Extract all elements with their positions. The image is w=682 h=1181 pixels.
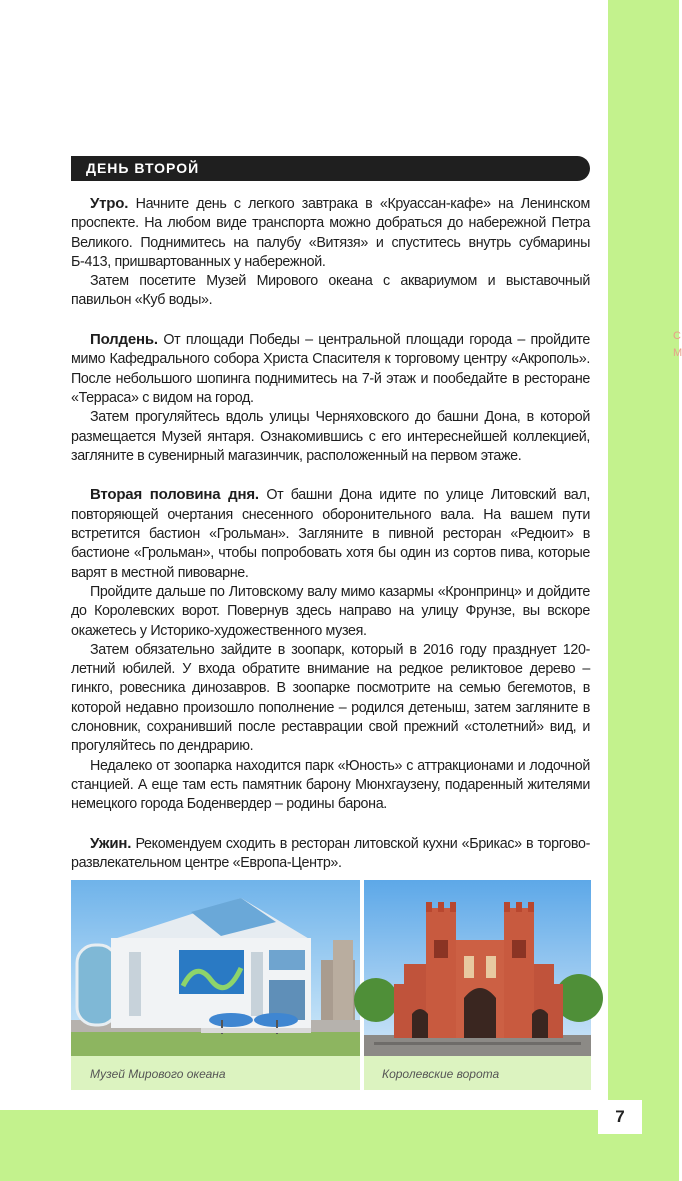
paragraph-text: Рекомендуем сходить в ресторан литовской кухни «Брикас» в торгово-развлекательном центре «Европа-Центр». xyxy=(71,835,590,872)
paragraph xyxy=(71,834,590,874)
block-morning xyxy=(71,194,590,311)
museum-illustration xyxy=(71,880,360,1056)
edge-mark: М xyxy=(673,347,682,359)
photo-caption: Королевские ворота xyxy=(382,1067,500,1081)
bottom-color-band xyxy=(0,1110,679,1181)
paragraph: Недалеко от зоопарка находится парк «Юность» с аттракционами и лодочной станцией. А еще там есть памятник барону Мюнхгаузену, подаренный жителями немецкого города Боденвердер – родины барона. xyxy=(71,757,590,813)
block-afternoon xyxy=(71,485,590,814)
paragraph xyxy=(71,194,590,272)
paragraph-text: Начните день с легкого завтрака в «Круассан-кафе» на Ленинском проспекте. На любом виде транспорта можно добраться до набережной Петра Великого. Поднимитесь на палубу «Витязя» и спуститесь внутрь субмарины Б-413, пришвартованных у набережной. xyxy=(71,196,591,270)
paragraph xyxy=(71,485,590,582)
paragraph: Пройдите дальше по Литовскому валу мимо казармы «Кронпринц» и дойдите до Королевских ворот. Повернув здесь направо на улицу Фрунзе, вы вскоре окажетесь у Историко-художественного музея. xyxy=(71,583,590,639)
block-noon xyxy=(71,330,590,466)
itinerary-text xyxy=(71,194,590,893)
page-number: 7 xyxy=(598,1100,642,1134)
edge-marks xyxy=(673,328,681,362)
photo-strip xyxy=(71,880,591,1090)
photo-caption: Музей Мирового океана xyxy=(90,1067,226,1081)
side-color-band xyxy=(608,0,682,1181)
paragraph: Затем посетите Музей Мирового океана с аквариумом и выставочный павильон «Куб воды». xyxy=(71,273,590,309)
lead-word: Ужин. xyxy=(90,834,132,852)
museum-building-photo xyxy=(71,880,360,1056)
section-header: ДЕНЬ ВТОРОЙ xyxy=(71,156,590,181)
edge-mark: С xyxy=(673,330,681,342)
paragraph: Затем обязательно зайдите в зоопарк, который в 2016 году празднует 120-летний юбилей. У входа обратите внимание на редкое реликтовое дерево – гинкго, ровесника динозавров. В зоопарке посмотрите на семью бегемотов, в которой недавно произошло пополнение – родился детеныш, затем загляните в слоновник, сохранивший после реставрации свой прежний «столетний» вид, и прогуляйтесь по дендрарию. xyxy=(71,641,590,755)
paragraph-text: От площади Победы – центральной площади города – пройдите мимо Кафедрального собора Христа Спасителя к торговому центру «Акрополь». После небольшого шопинга поднимитесь на 7-й этаж и пообедайте в ресторане «Терраса» с видом на город. xyxy=(71,332,591,406)
royal-gate-photo xyxy=(364,880,591,1056)
lead-word: Утро. xyxy=(90,195,129,212)
royal-gate-illustration xyxy=(364,880,591,1056)
lead-word: Вторая половина дня. xyxy=(90,486,259,504)
paragraph xyxy=(71,330,590,408)
lead-word: Полдень. xyxy=(90,331,158,349)
block-dinner xyxy=(71,834,590,874)
paragraph: Затем прогуляйтесь вдоль улицы Черняховского до башни Дона, в которой размещается Музей янтаря. Ознакомившись с его интереснейшей коллекцией, загляните в сувенирный магазинчик, расположенный на первом этаже. xyxy=(71,409,590,464)
paragraph-text: От башни Дона идите по улице Литовский вал, повторяющей очертания снесенного оборонительного вала. На вашем пути встретится бастион «Грольман». Загляните в пивной ресторан «Редюит» в бастионе «Грольман», чтобы попробовать хотя бы один из сортов пива, которые варят в местной пивоварне. xyxy=(71,487,591,581)
